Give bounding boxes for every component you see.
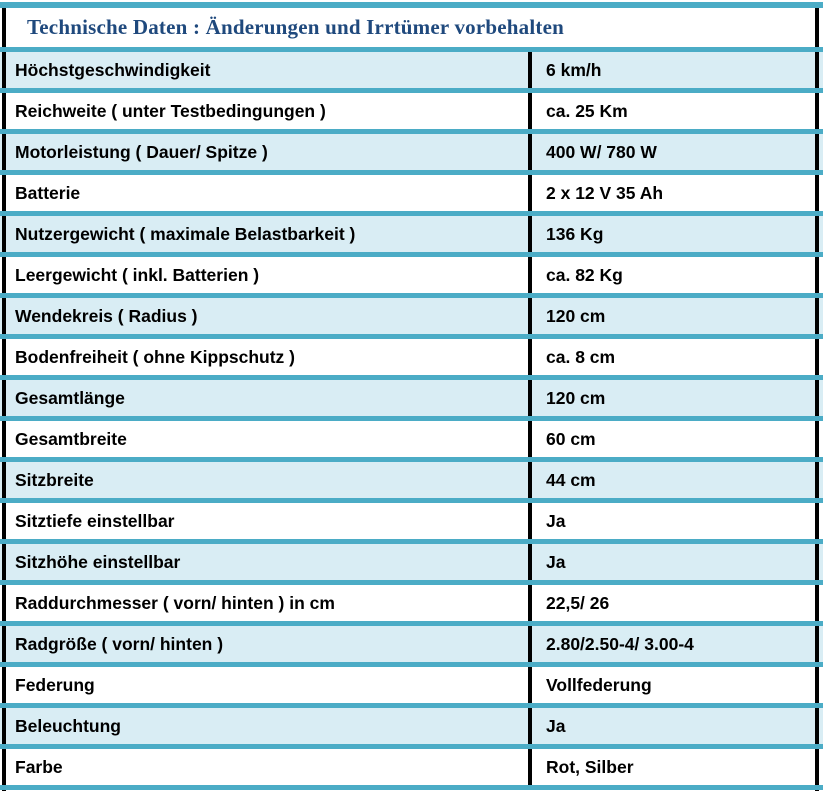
- table-row: [0, 708, 823, 749]
- table-row: [0, 93, 823, 134]
- row-separator: [0, 375, 823, 380]
- spec-value-cell: 2 x 12 V 35 Ah: [546, 182, 664, 203]
- spec-table: [0, 52, 823, 790]
- row-separator: [0, 662, 823, 667]
- row-separator: [0, 621, 823, 626]
- spec-label-cell: Raddurchmesser ( vorn/ hinten ) in cm: [15, 592, 335, 613]
- table-row: [0, 298, 823, 339]
- spec-label-cell: Gesamtlänge: [15, 387, 125, 408]
- spec-label-cell: Beleuchtung: [15, 715, 121, 736]
- row-separator: [0, 252, 823, 257]
- spec-value-cell: 136 Kg: [546, 223, 604, 244]
- row-separator: [0, 129, 823, 134]
- table-row: [0, 667, 823, 708]
- spec-value-cell: ca. 82 Kg: [546, 264, 623, 285]
- table-row: [0, 503, 823, 544]
- table-row: [0, 339, 823, 380]
- spec-value-cell: 60 cm: [546, 428, 596, 449]
- table-row: [0, 585, 823, 626]
- table-border-right: [815, 7, 819, 791]
- table-row: [0, 216, 823, 257]
- table-row: [0, 175, 823, 216]
- row-separator: [0, 457, 823, 462]
- spec-value-cell: Ja: [546, 715, 566, 736]
- header-separator: [0, 47, 823, 52]
- spec-value-cell: 2.80/2.50-4/ 3.00-4: [546, 633, 694, 654]
- table-row: [0, 380, 823, 421]
- spec-value-cell: Ja: [546, 510, 566, 531]
- row-separator: [0, 334, 823, 339]
- spec-value-cell: Vollfederung: [546, 674, 652, 695]
- spec-value-cell: ca. 25 Km: [546, 100, 628, 121]
- row-separator: [0, 416, 823, 421]
- table-row: [0, 257, 823, 298]
- spec-label-cell: Gesamtbreite: [15, 428, 127, 449]
- spec-label-cell: Höchstgeschwindigkeit: [15, 59, 211, 80]
- spec-label-cell: Batterie: [15, 182, 81, 203]
- table-row: [0, 749, 823, 790]
- table-row: [0, 421, 823, 462]
- table-title: Technische Daten : Änderungen und Irrtümer vorbehalten: [27, 15, 564, 39]
- table-row: [0, 52, 823, 93]
- spec-label-cell: Federung: [15, 674, 95, 695]
- spec-label-cell: Sitzbreite: [15, 469, 94, 490]
- spec-value-cell: ca. 8 cm: [546, 346, 616, 367]
- row-separator: [0, 211, 823, 216]
- row-separator: [0, 580, 823, 585]
- row-separator: [0, 170, 823, 175]
- table-row: [0, 462, 823, 503]
- row-separator: [0, 293, 823, 298]
- spec-value-cell: Ja: [546, 551, 566, 572]
- spec-label-cell: Reichweite ( unter Testbedingungen ): [15, 100, 326, 121]
- table-row: [0, 544, 823, 585]
- spec-value-cell: 400 W/ 780 W: [546, 141, 657, 162]
- row-separator: [0, 703, 823, 708]
- spec-value-cell: 120 cm: [546, 387, 606, 408]
- spec-value-cell: 22,5/ 26: [546, 592, 610, 613]
- table-row: [0, 134, 823, 175]
- row-separator: [0, 88, 823, 93]
- spec-value-cell: 120 cm: [546, 305, 606, 326]
- spec-value-cell: 44 cm: [546, 469, 596, 490]
- spec-label-cell: Sitzhöhe einstellbar: [15, 551, 181, 572]
- table-row: [0, 626, 823, 667]
- table-border-top: [0, 2, 823, 8]
- spec-value-cell: 6 km/h: [546, 59, 602, 80]
- spec-label-cell: Radgröße ( vorn/ hinten ): [15, 633, 224, 654]
- spec-label-cell: Sitztiefe einstellbar: [15, 510, 175, 531]
- spec-label-cell: Leergewicht ( inkl. Batterien ): [15, 264, 260, 285]
- spec-label-cell: Farbe: [15, 756, 63, 777]
- spec-label-cell: Motorleistung ( Dauer/ Spitze ): [15, 141, 268, 162]
- table-border-bottom: [0, 785, 823, 790]
- row-separator: [0, 744, 823, 749]
- row-separator: [0, 498, 823, 503]
- spec-label-cell: Nutzergewicht ( maximale Belastbarkeit ): [15, 223, 356, 244]
- row-separator: [0, 539, 823, 544]
- spec-label-cell: Bodenfreiheit ( ohne Kippschutz ): [15, 346, 295, 367]
- table-border-left: [2, 7, 6, 791]
- spec-label-cell: Wendekreis ( Radius ): [15, 305, 198, 326]
- spec-value-cell: Rot, Silber: [546, 756, 634, 777]
